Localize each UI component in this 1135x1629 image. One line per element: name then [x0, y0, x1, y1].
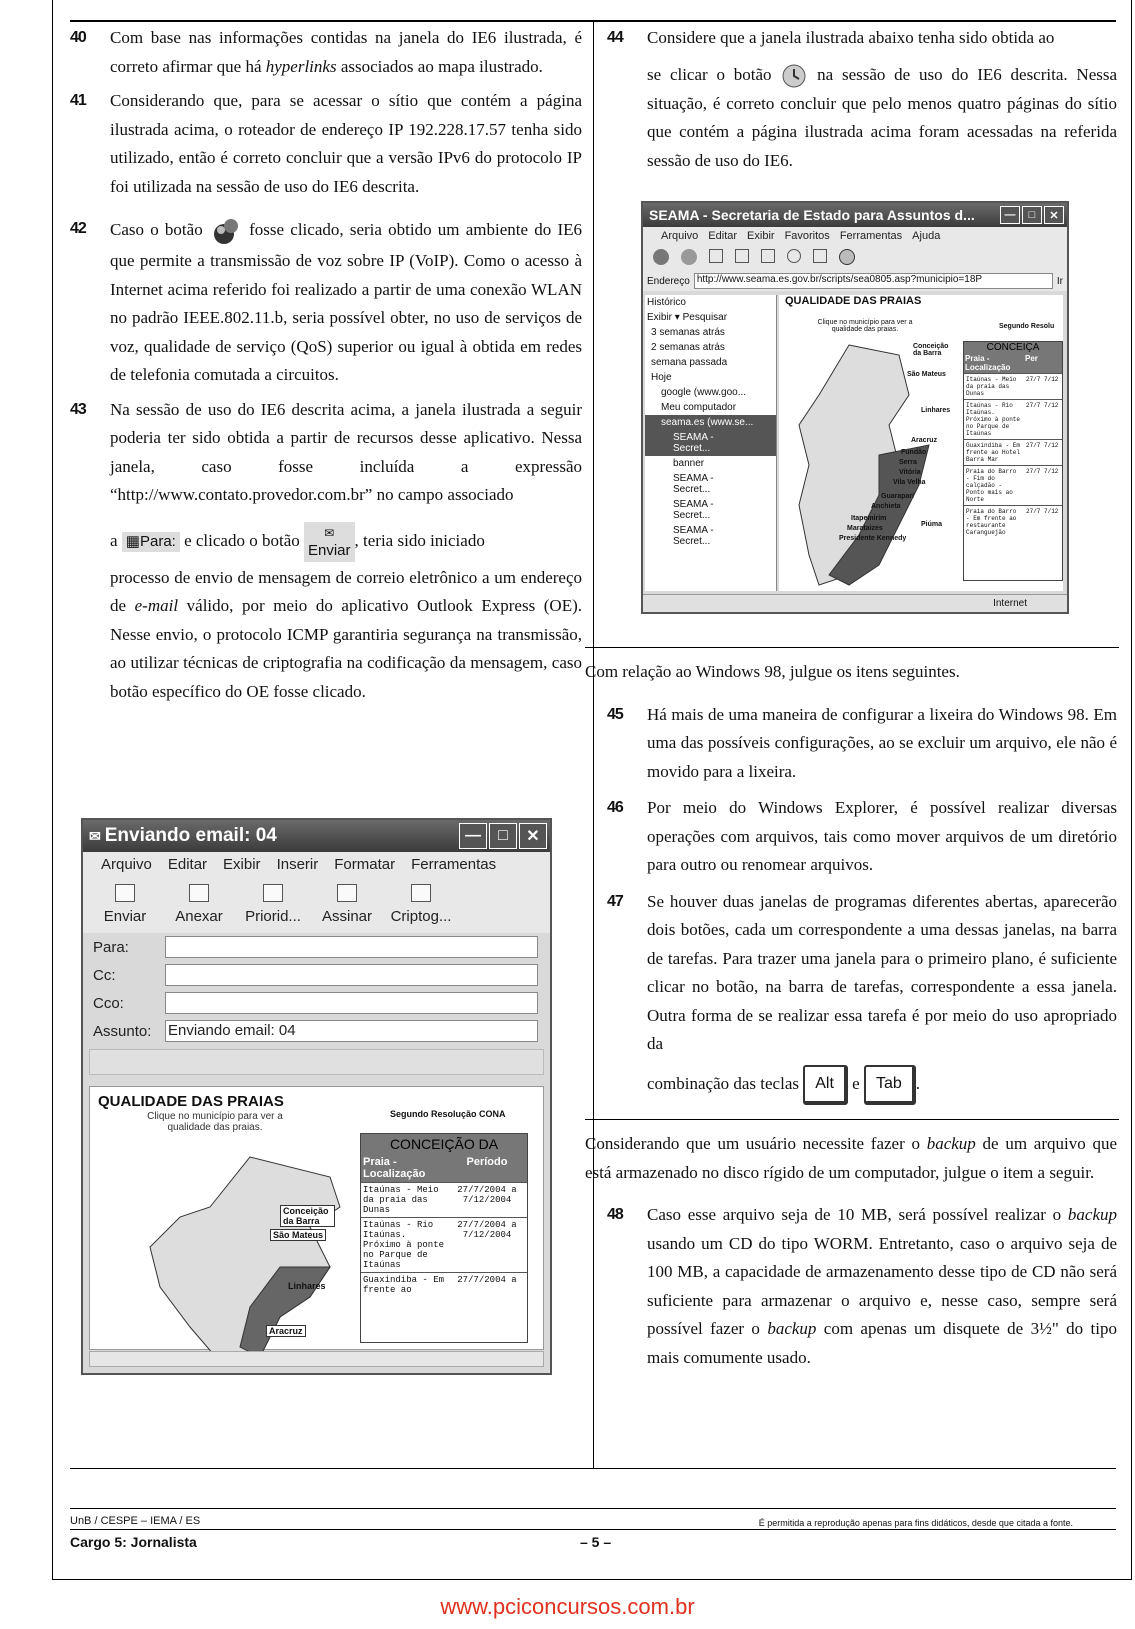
internet-zone: Internet — [993, 598, 1027, 609]
footer-rule-top — [70, 1508, 1116, 1509]
enviar-button-image: ✉ Enviar — [304, 522, 355, 562]
map-label-presidente-kennedy[interactable]: Presidente Kennedy — [839, 535, 907, 542]
address-field[interactable]: http://www.seama.es.gov.br/scripts/sea0805.asp?municipio=18P — [694, 273, 1053, 289]
history-item[interactable]: semana passada — [651, 357, 728, 368]
paperclip-icon — [189, 884, 209, 902]
map-label-sao-mateus[interactable]: São Mateus — [907, 371, 946, 378]
footer-rule-mid — [70, 1529, 1116, 1530]
footer-org: UnB / CESPE – IEMA / ES — [70, 1515, 201, 1527]
messenger-icon — [209, 215, 243, 247]
column-divider — [593, 20, 594, 1468]
map-label-guarapari[interactable]: Guarapari — [881, 493, 915, 500]
table-row[interactable]: Itaúnas - Rio Itaúnas. Próximo à ponte no Parque de Itaúnas 27/7/2004 a 7/12/2004 — [361, 1217, 527, 1272]
map-label-marataizes[interactable]: Marataizes — [847, 525, 883, 532]
footer-note: É permitida a reprodução apenas para fins didáticos, desde que citada a fonte. — [758, 1518, 1073, 1528]
question-43: 43 Na sessão de uso do IE6 descrita acima, a janela ilustrada a seguir poderia ter sido obtida a partir de recursos desse aplicativo. Nessa janela, caso fosse incluída a expressão “http://www.contato.provedor.com.br” no campo associado a ▦Para: e clicado o botão ✉ Enviar, teria sido iniciado processo de envio de mensagem de correio eletrônico a um endereço de e-mail válido, por meio do aplicativo Outlook Express (OE). Nesse envio, o protocolo ICMP garantiria segurança na transmissão, ao utilizar técnicas de criptografia na codificação da mensagem, caso botão específico do OE fosse clicado. — [70, 396, 582, 707]
section-rule — [585, 1119, 1119, 1120]
para-label[interactable]: Para: — [93, 938, 129, 956]
refresh-icon[interactable] — [735, 249, 749, 263]
backup-intro: Considerando que um usuário necessite fazer o backup de um arquivo que está armazenado no disco rígido de um computador, julgue o item a seguir. — [585, 1134, 1117, 1182]
menu-editar[interactable]: Editar — [708, 230, 738, 242]
history-item[interactable]: 2 semanas atrás — [651, 342, 725, 353]
table-row[interactable]: Guaxindiba - Em frente ao 27/7/2004 a — [361, 1272, 527, 1297]
table-row[interactable]: Itaúnas - Rio Itaúnas. Próximo à ponte no Parque de Itaúnas 27/7 7/12 — [964, 399, 1062, 439]
criptografar-button[interactable]: Criptog... — [391, 884, 451, 925]
map-label-linhares[interactable]: Linhares — [921, 407, 951, 414]
menu-ferramentas[interactable]: Ferramentas — [411, 855, 497, 873]
menu-inserir[interactable]: Inserir — [276, 855, 319, 873]
anexar-button[interactable]: Anexar — [169, 884, 229, 925]
menu-exibir[interactable]: Exibir — [223, 855, 261, 873]
close-button[interactable]: ✕ — [1044, 206, 1064, 224]
footer-cargo: Cargo 5: Jornalista — [70, 1534, 197, 1550]
question-47: 47 Se houver duas janelas de programas diferentes abertas, aparecerão dois botões, cada um correspondente a uma dessas janelas, na barra de tarefas. Para trazer uma janela para o primeiro plano, é suficiente clicar no botão, na barra de tarefas, correspondente a essa janela. Outra forma de se realizar essa tarefa é por meio do uso apropriado da combinação das teclas Alt e Tab . — [607, 888, 1117, 1106]
history-item[interactable]: seama.es (www.se... — [645, 415, 776, 430]
pesquisar-button[interactable]: Pesquisar — [682, 312, 728, 323]
menu-ferramentas[interactable]: Ferramentas — [839, 230, 903, 242]
map-label-itapemirim[interactable]: Itapemirim — [851, 515, 887, 522]
table-title: CONCEIÇA — [964, 342, 1062, 353]
question-number: 46 — [607, 799, 623, 816]
right-column — [607, 24, 1117, 175]
minimize-button[interactable]: — — [459, 823, 487, 849]
map-label-aracruz[interactable]: Aracruz — [266, 1325, 306, 1337]
resolution-text: Segundo Resolu — [999, 323, 1055, 330]
map-label-serra[interactable]: Serra — [899, 459, 917, 466]
priority-icon — [263, 884, 283, 902]
history-item[interactable]: Meu computador — [661, 402, 737, 413]
stop-icon[interactable] — [709, 249, 723, 263]
status-bar — [643, 594, 1067, 612]
cc-row — [83, 961, 550, 989]
table-title: CONCEIÇÃO DA — [361, 1134, 527, 1154]
cc-label[interactable]: Cc: — [93, 966, 116, 984]
history-item[interactable]: SEAMA - Secret... — [673, 473, 714, 495]
map-label-anchieta[interactable]: Anchieta — [871, 503, 901, 510]
ie-window-titlebar: SEAMA - Secretaria de Estado para Assuntos d... — □ ✕ — [643, 203, 1067, 227]
section-rule — [585, 647, 1119, 648]
page-subtitle: Clique no município para ver a qualidade das praias. — [147, 1111, 283, 1133]
back-icon[interactable] — [653, 249, 669, 265]
assinar-button[interactable]: Assinar — [317, 884, 377, 925]
horizontal-scrollbar[interactable] — [89, 1351, 544, 1367]
maximize-button[interactable]: □ — [1022, 206, 1042, 224]
favorites-icon[interactable] — [813, 249, 827, 263]
question-number: 48 — [607, 1206, 623, 1223]
beach-table — [963, 341, 1063, 581]
history-icon — [780, 62, 808, 90]
format-toolbar — [89, 1049, 544, 1075]
email-menu-bar — [83, 852, 550, 876]
map-label-piuma[interactable]: Piúma — [921, 521, 943, 528]
question-number: 42 — [70, 220, 86, 237]
resolution-text: Segundo Resolução CONA — [390, 1109, 506, 1119]
left-column — [70, 24, 582, 706]
map-label-vila-velha[interactable]: Vila Velha — [893, 479, 926, 486]
table-row[interactable]: Praia do Barro - Fim do calçadão - Ponto mais ao Norte 27/7 7/12 — [964, 465, 1062, 505]
cc-field[interactable] — [165, 964, 538, 986]
table-row[interactable]: Praia do Barro - Em frente ao restaurante Caranguejão 27/7 7/12 — [964, 505, 1062, 538]
email-body[interactable] — [89, 1086, 544, 1350]
minimize-button[interactable]: — — [1000, 206, 1020, 224]
page-title: QUALIDADE DAS PRAIAS — [98, 1093, 284, 1110]
tab-key: Tab — [864, 1065, 916, 1106]
question-number: 40 — [70, 29, 86, 46]
question-44: 44 Considere que a janela ilustrada abaixo tenha sido obtida ao se clicar o botão na sessão de uso do IE6 descrita. Nessa situação, é correto concluir que pelo menos quatro páginas do sítio que contém a página ilustrada acima foram acessadas na referida sessão de uso do IE6. — [607, 24, 1117, 175]
question-45: 45 Há mais de uma maneira de configurar a lixeira do Windows 98. Em uma das possíveis configurações, ao se excluir um arquivo, ele não é movido para a lixeira. — [607, 701, 1117, 787]
map-label-linhares[interactable]: Linhares — [288, 1281, 326, 1291]
question-48: 48 Caso esse arquivo seja de 10 MB, será possível realizar o backup usando um CD do tipo WORM. Entretanto, caso o arquivo seja de 100 MB, a capacidade de armazenamento desse tipo de CD não será suficiente para armazenar o arquivo e, nesse caso, sempre será possível fazer o backup com apenas um disquete de 3½" do tipo mais comumente usado. — [607, 1201, 1117, 1372]
history-title: Histórico — [647, 297, 686, 308]
map-label-fundao[interactable]: Fundão — [901, 449, 927, 456]
history-item[interactable]: google (www.goo... — [661, 387, 747, 398]
windows-intro: Com relação ao Windows 98, julgue os itens seguintes. — [585, 662, 960, 681]
question-41: 41 Considerando que, para se acessar o sítio que contém a página ilustrada acima, o roteador de endereço IP 192.228.17.57 tenha sido utilizado, então é correto concluir que a versão IPv6 do protocolo IP foi utilizada na sessão de uso do IE6 descrita. — [70, 87, 582, 201]
question-number: 44 — [607, 29, 623, 46]
email-window-titlebar: ✉ Enviando email: 04 — □ ✕ — [83, 820, 550, 852]
cco-label[interactable]: Cco: — [93, 994, 124, 1012]
envelope-icon: ✉ — [89, 827, 101, 844]
site-url[interactable]: www.pciconcursos.com.br — [440, 1594, 695, 1619]
cco-row — [83, 989, 550, 1017]
menu-arquivo[interactable]: Arquivo — [661, 230, 699, 242]
para-row — [83, 933, 550, 961]
assunto-label: Assunto: — [93, 1022, 152, 1040]
menu-arquivo[interactable]: Arquivo — [101, 855, 152, 873]
go-button[interactable]: Ir — [1056, 275, 1063, 287]
bottom-rule — [70, 1468, 1116, 1469]
history-item[interactable]: banner — [673, 458, 705, 469]
prioridade-button[interactable]: Priorid... — [243, 884, 303, 925]
email-toolbar — [83, 876, 550, 933]
send-icon — [115, 884, 135, 902]
map-label-aracruz[interactable]: Aracruz — [911, 437, 938, 444]
assunto-field[interactable]: Enviando email: 04 — [165, 1020, 538, 1042]
menu-ajuda[interactable]: Ajuda — [912, 230, 941, 242]
map-image — [130, 1147, 370, 1367]
history-icon[interactable] — [839, 249, 855, 265]
map-label-vitoria[interactable]: Vitória — [899, 469, 921, 476]
para-button-image: ▦Para: — [122, 532, 180, 552]
search-icon[interactable] — [787, 249, 801, 263]
map-label-sao-mateus[interactable]: São Mateus — [270, 1229, 326, 1241]
menu-editar[interactable]: Editar — [167, 855, 208, 873]
forward-icon[interactable] — [681, 249, 697, 265]
ie-page-area — [779, 295, 1063, 591]
maximize-button[interactable]: □ — [489, 823, 517, 849]
history-item[interactable]: Hoje — [651, 372, 672, 383]
question-number: 45 — [607, 705, 623, 723]
table-header: Praia - Localização Per — [964, 353, 1062, 373]
map-label-conceicao[interactable]: Conceição da Barra — [913, 343, 949, 357]
sign-icon — [337, 884, 357, 902]
menu-exibir[interactable]: Exibir — [747, 230, 775, 242]
question-number: 41 — [70, 92, 86, 109]
home-icon[interactable] — [761, 249, 775, 263]
table-row[interactable]: Itaúnas - Meio da praia das Dunas 27/7/2004 a 7/12/2004 — [361, 1182, 527, 1217]
beach-table — [360, 1133, 528, 1343]
encrypt-icon — [411, 884, 431, 902]
para-field[interactable] — [165, 936, 538, 958]
assunto-row — [83, 1017, 550, 1045]
history-item[interactable]: SEAMA - Secret... — [645, 430, 776, 456]
email-window — [81, 818, 552, 1375]
table-row[interactable]: Itaúnas - Meio da praia das Dunas 27/7 7/12 — [964, 373, 1062, 399]
question-42: 42 Caso o botão fosse clicado, seria obtido um ambiente do IE6 que permite a transmissão de voz sobre IP (VoIP). Como o acesso à Internet acima referido foi realizado a partir de uma conexão WLAN no padrão IEEE.802.11.b, seria possível obter, no uso de serviços de voz, qualidade de serviço (QoS) superior ou igual à obtida em redes de telefonia comutada a circuitos. — [70, 215, 582, 390]
right-column-lower — [585, 639, 1117, 1372]
table-header: Praia - Localização Período — [361, 1154, 527, 1182]
menu-favoritos[interactable]: Favoritos — [784, 230, 830, 242]
cco-field[interactable] — [165, 992, 538, 1014]
ie-menu-bar — [643, 227, 1067, 245]
alt-key: Alt — [803, 1065, 848, 1106]
page-number: – 5 – — [580, 1534, 612, 1550]
table-row[interactable]: Guaxindiba - Em frente ao Hotel Barra Mar 27/7 7/12 — [964, 439, 1062, 465]
question-40: 40 Com base nas informações contidas na janela do IE6 ilustrada, é correto afirmar que há hyperlinks associados ao mapa ilustrado. — [70, 24, 582, 81]
map-label-conceicao[interactable]: Conceição da Barra — [280, 1205, 335, 1227]
question-46: 46 Por meio do Windows Explorer, é possível realizar diversas operações com arquivos, tais como mover arquivos de um diretório para outro ou renomear arquivos. — [607, 794, 1117, 880]
menu-formatar[interactable]: Formatar — [334, 855, 396, 873]
ie-toolbar — [643, 245, 1067, 271]
history-item[interactable]: SEAMA - Secret... — [673, 499, 714, 521]
question-number: 47 — [607, 892, 623, 910]
page-title: QUALIDADE DAS PRAIAS — [785, 295, 922, 307]
history-pane: Histórico Exibir ▾ Pesquisar 3 semanas atrás 2 semanas atrás semana passada Hoje google (www.goo... Meu computador seama.es (www.se... SEAMA - Secret... banner SEAMA - Secret... SEAMA - Secret... SEAMA - Secret... — [645, 295, 777, 591]
question-number: 43 — [70, 400, 86, 418]
close-button[interactable]: ✕ — [519, 823, 547, 849]
page-subtitle: Clique no município para ver a qualidade das praias. — [817, 319, 913, 333]
address-bar: Endereço http://www.seama.es.gov.br/scripts/sea0805.asp?municipio=18P Ir — [643, 271, 1067, 291]
exibir-button[interactable]: Exibir — [647, 312, 673, 323]
history-item[interactable]: SEAMA - Secret... — [673, 525, 714, 547]
ie-window — [641, 201, 1069, 614]
history-item[interactable]: 3 semanas atrás — [651, 327, 725, 338]
enviar-button[interactable]: Enviar — [95, 884, 155, 925]
